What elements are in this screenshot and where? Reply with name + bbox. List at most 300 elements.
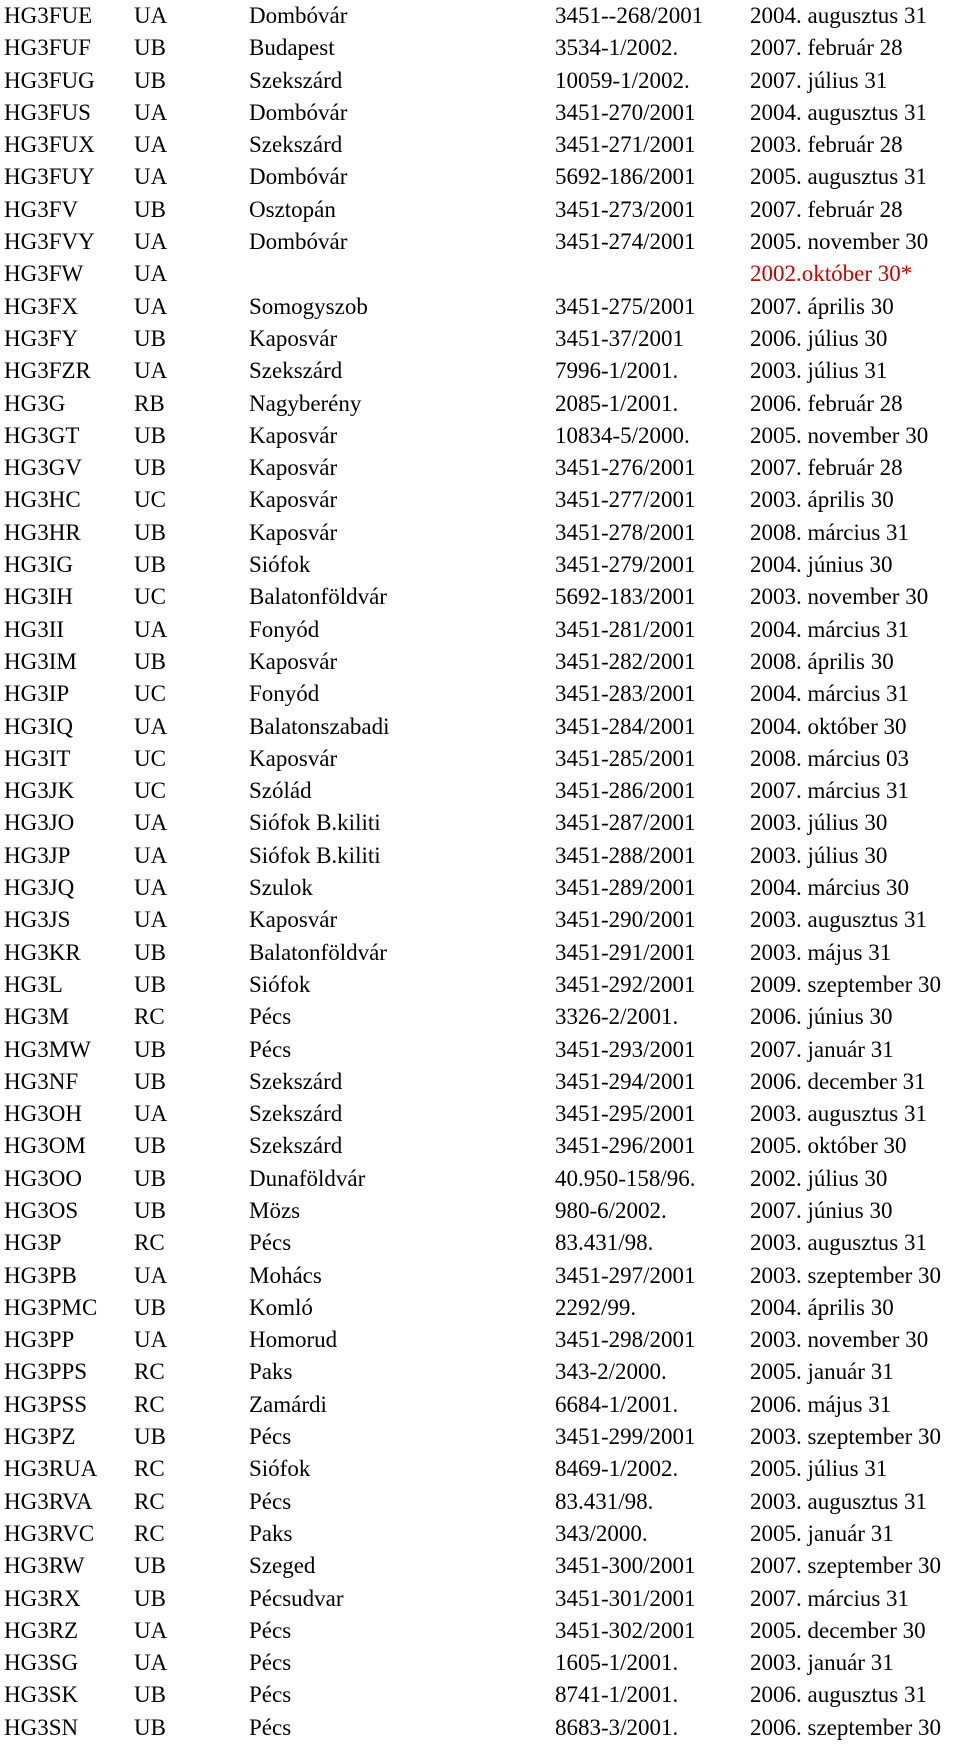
- license-class-cell: RC: [134, 1456, 165, 1482]
- permit-number-cell: 8741-1/2001.: [555, 1682, 679, 1708]
- permit-number-cell: 3451-287/2001: [555, 810, 696, 836]
- table-row: [4, 937, 960, 969]
- license-class-cell: RC: [134, 1488, 165, 1514]
- permit-number-cell: 3451-302/2001: [555, 1617, 696, 1643]
- permit-number-cell: 5692-183/2001: [555, 584, 696, 610]
- license-class-cell: UB: [134, 1714, 166, 1740]
- callsign-cell: HG3HC: [4, 487, 81, 513]
- table-row: [4, 0, 960, 32]
- permit-number-cell: 3451-277/2001: [555, 487, 696, 513]
- license-class-cell: RC: [134, 1520, 165, 1546]
- license-class-cell: UB: [134, 1424, 166, 1450]
- license-class-cell: UC: [134, 584, 166, 610]
- callsign-cell: HG3RZ: [4, 1617, 79, 1643]
- table-row: [4, 775, 960, 807]
- expiry-date-cell: 2007. április 30: [750, 293, 894, 319]
- table-row: [4, 1324, 960, 1356]
- expiry-date-cell: 2004. augusztus 31: [750, 3, 927, 28]
- city-cell: Pécs: [249, 1617, 292, 1643]
- city-cell: Pécs: [249, 1036, 292, 1062]
- table-row: [4, 1034, 960, 1066]
- expiry-date-cell: 2004. március 30: [750, 875, 910, 901]
- expiry-date-cell: 2007. szeptember 30: [750, 1553, 941, 1579]
- city-cell: Balatonföldvár: [249, 939, 387, 965]
- permit-number-cell: 3451-291/2001: [555, 939, 696, 965]
- callsign-cell: HG3IQ: [4, 713, 73, 739]
- city-cell: Dombóvár: [249, 229, 348, 255]
- expiry-date-cell: 2003. július 30: [750, 842, 888, 868]
- callsign-cell: HG3OS: [4, 1197, 79, 1223]
- city-cell: Pécsudvar: [249, 1585, 344, 1611]
- table-row: [4, 1292, 960, 1324]
- callsign-cell: HG3JS: [4, 907, 71, 933]
- city-cell: Zamárdi: [249, 1391, 327, 1417]
- license-class-cell: UB: [134, 1133, 166, 1159]
- license-class-cell: UA: [134, 1101, 168, 1127]
- callsign-cell: HG3II: [4, 616, 65, 642]
- permit-number-cell: 3451-298/2001: [555, 1327, 696, 1353]
- license-class-cell: UB: [134, 971, 166, 997]
- callsign-cell: HG3OO: [4, 1165, 82, 1191]
- callsign-cell: HG3IG: [4, 552, 73, 578]
- expiry-date-cell: 2005. január 31: [750, 1520, 894, 1546]
- license-class-cell: RC: [134, 1359, 165, 1385]
- city-cell: Kaposvár: [249, 907, 338, 933]
- license-class-cell: UC: [134, 745, 166, 771]
- callsign-cell: HG3PP: [4, 1327, 75, 1353]
- license-class-cell: UA: [134, 261, 168, 287]
- table-row: [4, 97, 960, 129]
- callsign-cell: HG3KR: [4, 939, 81, 965]
- license-class-cell: UA: [134, 132, 168, 158]
- table-row: [4, 614, 960, 646]
- expiry-date-cell: 2007. június 30: [750, 1197, 893, 1223]
- city-cell: Szekszárd: [249, 1133, 343, 1159]
- expiry-date-cell: 2007. március 31: [750, 1585, 910, 1611]
- table-row: [4, 1098, 960, 1130]
- permit-number-cell: 3451-281/2001: [555, 616, 696, 642]
- permit-number-cell: 10834-5/2000.: [555, 422, 690, 448]
- license-class-cell: UB: [134, 455, 166, 481]
- city-cell: Paks: [249, 1359, 293, 1385]
- table-row: [4, 1260, 960, 1292]
- expiry-date-cell: 2006. február 28: [750, 390, 903, 416]
- table-row: [4, 161, 960, 193]
- callsign-cell: HG3NF: [4, 1068, 79, 1094]
- city-cell: Siófok: [249, 1456, 311, 1482]
- permit-number-cell: 3451-297/2001: [555, 1262, 696, 1288]
- callsign-cell: HG3RX: [4, 1585, 81, 1611]
- callsign-cell: HG3PZ: [4, 1424, 76, 1450]
- table-row: [4, 1421, 960, 1453]
- table-row: [4, 969, 960, 1001]
- expiry-date-cell: 2008. március 31: [750, 519, 910, 545]
- license-class-cell: UA: [134, 1617, 168, 1643]
- permit-number-cell: 3451-296/2001: [555, 1133, 696, 1159]
- permit-number-cell: 40.950-158/96.: [555, 1165, 696, 1191]
- license-class-cell: UB: [134, 1682, 166, 1708]
- license-class-cell: RB: [134, 390, 165, 416]
- city-cell: Siófok B.kiliti: [249, 842, 381, 868]
- permit-number-cell: 3451-294/2001: [555, 1068, 696, 1094]
- table-row: [4, 1130, 960, 1162]
- table-row: [4, 32, 960, 64]
- callsign-cell: HG3FUG: [4, 67, 95, 93]
- expiry-date-cell: 2007. július 31: [750, 67, 888, 93]
- callsign-cell: HG3SK: [4, 1682, 79, 1708]
- permit-number-cell: 3451-284/2001: [555, 713, 696, 739]
- city-cell: Siófok: [249, 552, 311, 578]
- city-cell: Somogyszob: [249, 293, 368, 319]
- callsign-cell: HG3IP: [4, 681, 70, 707]
- expiry-date-cell: 2005. január 31: [750, 1359, 894, 1385]
- city-cell: Budapest: [249, 35, 335, 61]
- table-row: [4, 226, 960, 258]
- expiry-date-cell: 2003. május 31: [750, 939, 892, 965]
- city-cell: Szeged: [249, 1553, 316, 1579]
- expiry-date-cell: 2007. február 28: [750, 196, 903, 222]
- expiry-date-cell: 2005. augusztus 31: [750, 164, 927, 190]
- expiry-date-cell: 2007. március 31: [750, 778, 910, 804]
- permit-number-cell: 6684-1/2001.: [555, 1391, 679, 1417]
- callsign-cell: HG3JQ: [4, 875, 75, 901]
- license-class-cell: UB: [134, 1585, 166, 1611]
- city-cell: Pécs: [249, 1004, 292, 1030]
- license-class-cell: UA: [134, 3, 168, 28]
- callsign-cell: HG3FUY: [4, 164, 95, 190]
- callsign-cell: HG3G: [4, 390, 66, 416]
- expiry-date-cell: 2006. december 31: [750, 1068, 926, 1094]
- permit-number-cell: 3451-292/2001: [555, 971, 696, 997]
- table-row: [4, 1356, 960, 1388]
- callsign-cell: HG3RW: [4, 1553, 85, 1579]
- permit-number-cell: 2085-1/2001.: [555, 390, 679, 416]
- city-cell: Dombóvár: [249, 164, 348, 190]
- license-table-body: [4, 0, 960, 1744]
- table-row: [4, 1679, 960, 1711]
- table-row: [4, 904, 960, 936]
- expiry-date-cell: 2003. április 30: [750, 487, 894, 513]
- table-row: [4, 1647, 960, 1679]
- callsign-cell: HG3GV: [4, 455, 82, 481]
- table-row: [4, 1163, 960, 1195]
- table-row: [4, 388, 960, 420]
- callsign-cell: HG3FUE: [4, 3, 93, 28]
- expiry-date-cell: 2003. augusztus 31: [750, 1230, 927, 1256]
- city-cell: Dunaföldvár: [249, 1165, 366, 1191]
- table-row: [4, 549, 960, 581]
- license-class-cell: UB: [134, 422, 166, 448]
- permit-number-cell: 3451-285/2001: [555, 745, 696, 771]
- city-cell: Pécs: [249, 1682, 292, 1708]
- license-class-cell: UB: [134, 519, 166, 545]
- license-class-cell: UA: [134, 810, 168, 836]
- city-cell: Szekszárd: [249, 67, 343, 93]
- city-cell: Komló: [249, 1294, 313, 1320]
- license-class-cell: UA: [134, 164, 168, 190]
- expiry-date-cell: 2006. július 30: [750, 325, 888, 351]
- expiry-date-cell: 2003. augusztus 31: [750, 1488, 927, 1514]
- city-cell: Pécs: [249, 1650, 292, 1676]
- license-class-cell: UB: [134, 1165, 166, 1191]
- city-cell: Homorud: [249, 1327, 338, 1353]
- callsign-cell: HG3FUS: [4, 99, 91, 125]
- license-class-cell: UA: [134, 293, 168, 319]
- expiry-date-cell: 2007. február 28: [750, 455, 903, 481]
- permit-number-cell: 3451-283/2001: [555, 681, 696, 707]
- city-cell: Siófok: [249, 971, 311, 997]
- permit-number-cell: 3451-270/2001: [555, 99, 696, 125]
- city-cell: Paks: [249, 1520, 293, 1546]
- city-cell: Kaposvár: [249, 745, 338, 771]
- city-cell: Pécs: [249, 1424, 292, 1450]
- license-class-cell: RC: [134, 1230, 165, 1256]
- license-class-cell: UC: [134, 778, 166, 804]
- city-cell: Mohács: [249, 1262, 322, 1288]
- table-row: [4, 872, 960, 904]
- expiry-date-cell: 2005. december 30: [750, 1617, 926, 1643]
- permit-number-cell: 3451-295/2001: [555, 1101, 696, 1127]
- expiry-date-cell: 2008. április 30: [750, 648, 894, 674]
- callsign-cell: HG3RUA: [4, 1456, 98, 1482]
- table-row: [4, 517, 960, 549]
- callsign-cell: HG3PPS: [4, 1359, 88, 1385]
- permit-number-cell: 3451-300/2001: [555, 1553, 696, 1579]
- city-cell: Balatonszabadi: [249, 713, 390, 739]
- table-row: [4, 1066, 960, 1098]
- callsign-cell: HG3PMC: [4, 1294, 98, 1320]
- city-cell: Szulok: [249, 875, 313, 901]
- expiry-date-cell: 2004. augusztus 31: [750, 99, 927, 125]
- table-row: [4, 1712, 960, 1744]
- permit-number-cell: 3451-299/2001: [555, 1424, 696, 1450]
- permit-number-cell: 3451--268/2001: [555, 3, 704, 28]
- permit-number-cell: 3451-276/2001: [555, 455, 696, 481]
- expiry-date-cell: 2004. június 30: [750, 552, 893, 578]
- permit-number-cell: 3451-271/2001: [555, 132, 696, 158]
- permit-number-cell: 3451-274/2001: [555, 229, 696, 255]
- city-cell: Kaposvár: [249, 519, 338, 545]
- license-class-cell: UB: [134, 35, 166, 61]
- city-cell: Kaposvár: [249, 455, 338, 481]
- license-class-cell: UA: [134, 229, 168, 255]
- license-class-cell: UB: [134, 67, 166, 93]
- permit-number-cell: 3451-279/2001: [555, 552, 696, 578]
- expiry-date-cell: 2006. augusztus 31: [750, 1682, 927, 1708]
- table-row: [4, 1453, 960, 1485]
- license-class-cell: UB: [134, 1036, 166, 1062]
- callsign-cell: HG3IM: [4, 648, 77, 674]
- table-row: [4, 711, 960, 743]
- table-row: [4, 646, 960, 678]
- table-row: [4, 323, 960, 355]
- city-cell: Szekszárd: [249, 358, 343, 384]
- expiry-date-cell: 2002. július 30: [750, 1165, 888, 1191]
- permit-number-cell: 3451-282/2001: [555, 648, 696, 674]
- callsign-cell: HG3FW: [4, 261, 84, 287]
- expiry-date-cell: 2003. november 30: [750, 584, 929, 610]
- license-class-cell: UA: [134, 99, 168, 125]
- city-cell: [249, 258, 555, 290]
- license-class-cell: UB: [134, 648, 166, 674]
- license-class-cell: UA: [134, 875, 168, 901]
- callsign-cell: HG3RVC: [4, 1520, 95, 1546]
- table-row: [4, 1001, 960, 1033]
- city-cell: Fonyód: [249, 681, 320, 707]
- permit-number-cell: 3451-289/2001: [555, 875, 696, 901]
- city-cell: Dombóvár: [249, 3, 348, 28]
- license-class-cell: UA: [134, 713, 168, 739]
- license-class-cell: UA: [134, 616, 168, 642]
- expiry-date-cell: 2003. augusztus 31: [750, 1101, 927, 1127]
- table-row: [4, 452, 960, 484]
- expiry-date-cell: 2006. június 30: [750, 1004, 893, 1030]
- city-cell: Kaposvár: [249, 422, 338, 448]
- expiry-date-cell: 2004. március 31: [750, 616, 910, 642]
- expiry-date-cell: 2006. szeptember 30: [750, 1714, 941, 1740]
- table-row: [4, 678, 960, 710]
- table-row: [4, 420, 960, 452]
- license-class-cell: RC: [134, 1391, 165, 1417]
- expiry-date-cell: 2005. november 30: [750, 229, 929, 255]
- callsign-cell: HG3FY: [4, 325, 79, 351]
- callsign-cell: HG3JO: [4, 810, 75, 836]
- license-class-cell: UA: [134, 1262, 168, 1288]
- table-row: [4, 484, 960, 516]
- table-row: [4, 743, 960, 775]
- callsign-cell: HG3HR: [4, 519, 81, 545]
- expiry-date-cell: 2005. július 31: [750, 1456, 888, 1482]
- permit-number-cell: 3451-290/2001: [555, 907, 696, 933]
- license-class-cell: UA: [134, 358, 168, 384]
- permit-number-cell: 3451-278/2001: [555, 519, 696, 545]
- permit-number-cell: 3451-275/2001: [555, 293, 696, 319]
- permit-number-cell: 8469-1/2002.: [555, 1456, 679, 1482]
- permit-number-cell: 2292/99.: [555, 1294, 637, 1320]
- expiry-date-cell: 2007. január 31: [750, 1036, 894, 1062]
- expiry-date-cell: 2003. augusztus 31: [750, 907, 927, 933]
- callsign-cell: HG3OH: [4, 1101, 82, 1127]
- table-row: [4, 194, 960, 226]
- permit-number-cell: 7996-1/2001.: [555, 358, 679, 384]
- callsign-cell: HG3FV: [4, 196, 79, 222]
- table-row: [4, 1389, 960, 1421]
- license-class-cell: UB: [134, 1197, 166, 1223]
- license-class-cell: UB: [134, 1553, 166, 1579]
- permit-number-cell: 3451-286/2001: [555, 778, 696, 804]
- table-row: [4, 807, 960, 839]
- permit-number-cell: 3326-2/2001.: [555, 1004, 679, 1030]
- city-cell: Dombóvár: [249, 99, 348, 125]
- city-cell: Fonyód: [249, 616, 320, 642]
- license-class-cell: UB: [134, 552, 166, 578]
- expiry-date-cell: 2003. február 28: [750, 132, 903, 158]
- expiry-date-cell: 2003. január 31: [750, 1650, 894, 1676]
- city-cell: Szekszárd: [249, 132, 343, 158]
- license-class-cell: UA: [134, 1650, 168, 1676]
- callsign-cell: HG3IH: [4, 584, 73, 610]
- license-class-cell: RC: [134, 1004, 165, 1030]
- table-row: [4, 65, 960, 97]
- callsign-cell: HG3PSS: [4, 1391, 88, 1417]
- expiry-date-cell: 2004. április 30: [750, 1294, 894, 1320]
- city-cell: Szekszárd: [249, 1068, 343, 1094]
- expiry-date-cell: 2007. február 28: [750, 35, 903, 61]
- expiry-date-cell: 2003. július 30: [750, 810, 888, 836]
- permit-number-cell: 83.431/98.: [555, 1488, 654, 1514]
- city-cell: Szólád: [249, 778, 312, 804]
- city-cell: Kaposvár: [249, 487, 338, 513]
- expiry-date-cell: 2003. november 30: [750, 1327, 929, 1353]
- callsign-cell: HG3FX: [4, 293, 79, 319]
- expiry-date-cell: 2009. szeptember 30: [750, 971, 941, 997]
- table-row: [4, 581, 960, 613]
- city-cell: Siófok B.kiliti: [249, 810, 381, 836]
- city-cell: Osztopán: [249, 196, 336, 222]
- callsign-cell: HG3OM: [4, 1133, 86, 1159]
- city-cell: Pécs: [249, 1488, 292, 1514]
- city-cell: Nagyberény: [249, 390, 362, 416]
- license-class-cell: UC: [134, 487, 166, 513]
- expiry-date-cell: 2002.október 30*: [750, 261, 913, 287]
- callsign-cell: HG3FVY: [4, 229, 95, 255]
- callsign-cell: HG3SG: [4, 1650, 79, 1676]
- city-cell: Kaposvár: [249, 325, 338, 351]
- city-cell: Szekszárd: [249, 1101, 343, 1127]
- table-row: [4, 1615, 960, 1647]
- expiry-date-cell: 2003. szeptember 30: [750, 1262, 941, 1288]
- license-class-cell: UB: [134, 1068, 166, 1094]
- license-class-cell: UB: [134, 1294, 166, 1320]
- table-row: [4, 1518, 960, 1550]
- expiry-date-cell: 2006. május 31: [750, 1391, 892, 1417]
- permit-number-cell: 10059-1/2002.: [555, 67, 690, 93]
- permit-number-cell: 343-2/2000.: [555, 1359, 667, 1385]
- table-row: [4, 1550, 960, 1582]
- permit-number-cell: [555, 258, 750, 290]
- city-cell: Mözs: [249, 1197, 301, 1223]
- callsign-cell: HG3L: [4, 971, 63, 997]
- callsign-cell: HG3FUX: [4, 132, 95, 158]
- permit-number-cell: 8683-3/2001.: [555, 1714, 679, 1740]
- callsign-cell: HG3M: [4, 1004, 70, 1030]
- license-class-cell: UA: [134, 1327, 168, 1353]
- table-row: [4, 291, 960, 323]
- table-row: [4, 355, 960, 387]
- table-row: [4, 1227, 960, 1259]
- permit-number-cell: 3451-301/2001: [555, 1585, 696, 1611]
- table-row: [4, 1195, 960, 1227]
- city-cell: Pécs: [249, 1714, 292, 1740]
- expiry-date-cell: 2004. március 31: [750, 681, 910, 707]
- license-class-cell: UA: [134, 842, 168, 868]
- permit-number-cell: 3534-1/2002.: [555, 35, 679, 61]
- permit-number-cell: 83.431/98.: [555, 1230, 654, 1256]
- callsign-cell: HG3RVA: [4, 1488, 93, 1514]
- license-class-cell: UB: [134, 196, 166, 222]
- city-cell: Kaposvár: [249, 648, 338, 674]
- table-row: [4, 840, 960, 872]
- table-row: [4, 1486, 960, 1518]
- table-row: [4, 1583, 960, 1615]
- permit-number-cell: 3451-37/2001: [555, 325, 685, 351]
- callsign-cell: HG3GT: [4, 422, 80, 448]
- expiry-date-cell: 2004. október 30: [750, 713, 907, 739]
- callsign-cell: HG3FZR: [4, 358, 91, 384]
- expiry-date-cell: 2003. július 31: [750, 358, 888, 384]
- callsign-cell: HG3MW: [4, 1036, 91, 1062]
- license-table: [4, 0, 960, 1744]
